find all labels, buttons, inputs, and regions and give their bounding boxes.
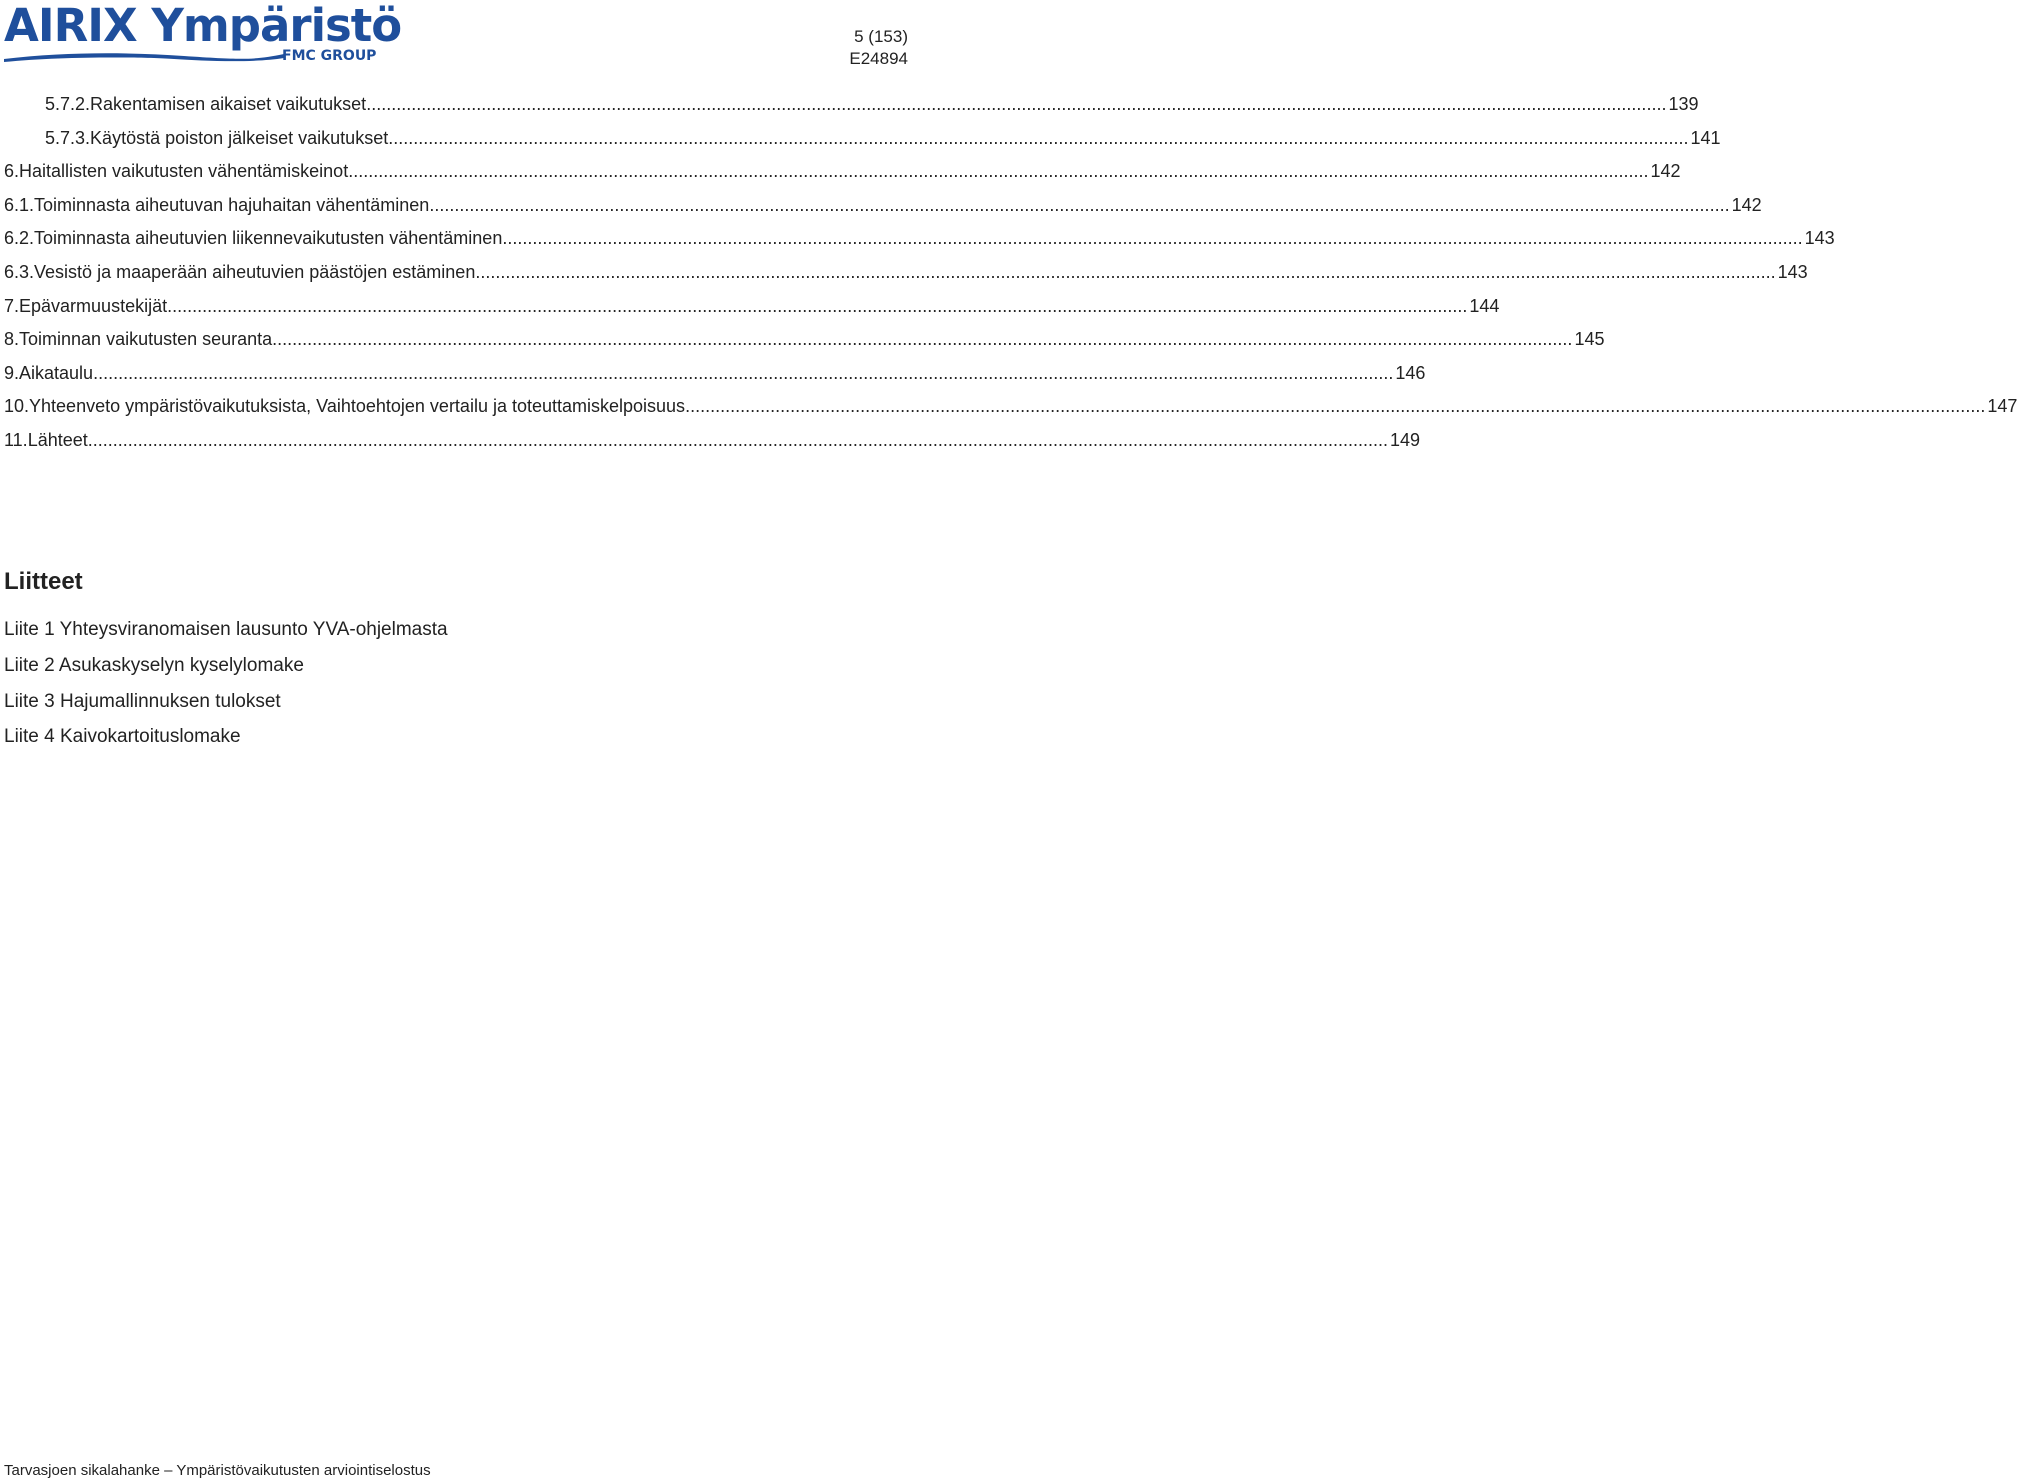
toc-leader-dots — [272, 323, 1572, 357]
toc-entry[interactable] — [4, 256, 1808, 290]
toc-entry[interactable] — [4, 290, 1500, 324]
toc-leader-dots — [167, 290, 1467, 324]
toc-entry[interactable] — [4, 424, 1421, 458]
toc-leader-dots — [475, 256, 1775, 290]
toc-page: 146 — [1395, 362, 1426, 383]
toc-leader-dots — [429, 189, 1729, 223]
toc-leader-dots — [88, 424, 1388, 458]
table-of-contents — [4, 88, 2017, 458]
page-header-meta — [849, 26, 908, 70]
toc-leader-dots — [366, 88, 1666, 122]
appendix-item: Liite 2 Asukaskyselyn kyselylomake — [4, 654, 304, 676]
appendices-list — [4, 612, 448, 755]
toc-title: Lähteet — [27, 429, 88, 450]
toc-number: 9. — [4, 362, 20, 383]
toc-page: 144 — [1469, 295, 1500, 316]
logo-text: AIRIX Ympäristö — [4, 0, 402, 52]
appendix-item: Liite 3 Hajumallinnuksen tulokset — [4, 690, 281, 712]
toc-title: Yhteenveto ympäristövaikutuksista, Vaihtoehtojen vertailu ja toteuttamiskelpoisuus — [29, 396, 686, 417]
logo-subtitle: FMC GROUP — [282, 48, 377, 64]
toc-entry[interactable] — [4, 222, 1835, 256]
toc-title: Toiminnasta aiheutuvan hajuhaitan vähentäminen — [34, 194, 430, 215]
toc-title: Aikataulu — [19, 362, 94, 383]
appendices-heading: Liitteet — [4, 568, 83, 595]
toc-leader-dots — [502, 222, 1802, 256]
toc-entry[interactable] — [4, 189, 1762, 223]
logo-wave-graphic — [4, 50, 284, 62]
toc-number: 6.1. — [4, 194, 35, 215]
toc-leader-dots — [388, 122, 1688, 156]
toc-title: Rakentamisen aikaiset vaikutukset — [90, 94, 367, 114]
toc-page: 139 — [1668, 94, 1699, 114]
toc-number: 6. — [4, 161, 20, 182]
toc-title: Epävarmuustekijät — [19, 295, 168, 316]
toc-page: 147 — [1987, 396, 2017, 417]
toc-title: Toiminnan vaikutusten seuranta — [19, 329, 273, 350]
toc-number: 6.2. — [4, 228, 35, 249]
appendix-item: Liite 4 Kaivokartoituslomake — [4, 726, 241, 748]
toc-entry[interactable] — [4, 155, 1681, 189]
toc-page: 141 — [1690, 127, 1721, 148]
toc-leader-dots — [348, 155, 1648, 189]
document-id: E24894 — [849, 49, 908, 68]
toc-number: 8. — [4, 329, 20, 350]
page-footer: Tarvasjoen sikalahanke – Ympäristövaikutusten arviointiselostus — [4, 1462, 431, 1479]
toc-number: 5.7.3. — [45, 127, 91, 148]
toc-number: 7. — [4, 295, 20, 316]
toc-entry[interactable] — [4, 323, 1605, 357]
toc-leader-dots — [685, 390, 1985, 424]
appendix-item: Liite 1 Yhteysviranomaisen lausunto YVA-ohjelmasta — [4, 619, 448, 640]
company-logo — [4, 0, 402, 66]
toc-entry[interactable] — [4, 122, 1721, 156]
toc-page: 142 — [1650, 161, 1681, 182]
toc-entry[interactable] — [4, 357, 1426, 391]
toc-page: 143 — [1804, 228, 1835, 249]
toc-title: Toiminnasta aiheutuvien liikennevaikutusten vähentäminen — [34, 228, 503, 249]
toc-title: Vesistö ja maaperään aiheutuvien päästöjen estäminen — [34, 261, 476, 282]
toc-entry[interactable] — [4, 390, 2017, 424]
toc-page: 145 — [1574, 329, 1605, 350]
page-number: 5 (153) — [854, 27, 908, 46]
toc-leader-dots — [93, 357, 1393, 391]
toc-title: Haitallisten vaikutusten vähentämiskeinot — [19, 161, 349, 182]
toc-page: 143 — [1777, 261, 1808, 282]
toc-page: 149 — [1390, 429, 1421, 450]
toc-page: 142 — [1731, 194, 1762, 215]
toc-number: 5.7.2. — [45, 94, 91, 114]
toc-number: 10. — [4, 396, 30, 417]
toc-number: 6.3. — [4, 261, 35, 282]
toc-entry[interactable] — [4, 88, 1699, 122]
toc-title: Käytöstä poiston jälkeiset vaikutukset — [90, 127, 389, 148]
toc-number: 11. — [4, 429, 28, 450]
